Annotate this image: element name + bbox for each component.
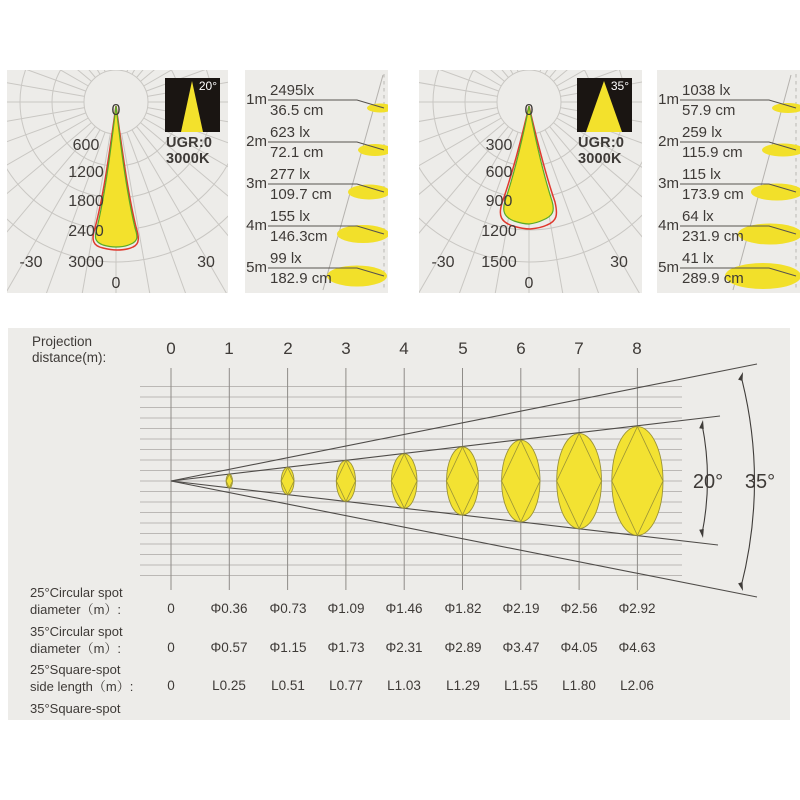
spot-diameter-value: 173.9 cm (682, 186, 744, 203)
distance-tick: 5 (458, 339, 468, 358)
spot-size-value: L1.80 (562, 678, 596, 693)
spot-size-value: Φ2.56 (560, 601, 598, 616)
angle-label-left: -30 (19, 254, 43, 271)
illuminance-value: 41 lx (682, 250, 714, 267)
illuminance-value: 259 lx (682, 124, 723, 141)
distance-tick: 6 (516, 339, 526, 358)
angle-label-right: 30 (610, 254, 628, 271)
beam-angle-outer-label: 35° (744, 471, 776, 493)
distance-tick: 3 (341, 339, 351, 358)
ring-label: 600 (72, 137, 100, 154)
distance-label: 5m (658, 259, 679, 276)
spot-diameter-value: 182.9 cm (270, 270, 332, 287)
spot-size-value: L1.55 (504, 678, 538, 693)
spot-size-value: L1.29 (446, 678, 480, 693)
spot-size-value: 0 (167, 601, 175, 616)
ring-label: 900 (485, 193, 513, 210)
row-label: diameter（m）: (30, 602, 122, 617)
distance-label: 1m (246, 91, 267, 108)
illuminance-value: 2495lx (270, 82, 315, 99)
ugr-cct-label (166, 136, 212, 167)
angle-label-left: -30 (431, 254, 455, 271)
distance-table-35deg (657, 70, 800, 293)
beam-angle-inset (165, 78, 220, 132)
projection-title-line1: Projection (32, 334, 93, 349)
distance-label: 2m (246, 133, 267, 150)
illuminance-value: 1038 lx (682, 82, 731, 99)
projection-cone-graphics (8, 328, 790, 720)
spot-size-value: Φ4.63 (618, 640, 656, 655)
ring-label: 1200 (481, 223, 517, 240)
spot-size-value: L0.51 (271, 678, 305, 693)
distance-label: 4m (658, 217, 679, 234)
spot-size-value: Φ0.36 (210, 601, 248, 616)
spot-diameter-value: 289.9 cm (682, 270, 744, 287)
beam-angle-inner-label: 20° (692, 471, 724, 493)
cct-value: 3000K (578, 150, 622, 167)
spot-size-value: Φ2.89 (444, 640, 482, 655)
spot-diameter-value: 72.1 cm (270, 144, 324, 161)
spot-size-value: L2.06 (620, 678, 654, 693)
spot-size-value: Φ0.57 (210, 640, 248, 655)
illuminance-value: 64 lx (682, 208, 714, 225)
illuminance-value: 623 lx (270, 124, 311, 141)
spot-size-value: Φ2.19 (502, 601, 540, 616)
ring-label: 1800 (68, 193, 104, 210)
ugr-value: UGR:0 (166, 135, 213, 151)
spot-size-value: Φ1.09 (327, 601, 365, 616)
spot-diameter-value: 36.5 cm (270, 102, 324, 119)
polar-center-label: 0 (524, 102, 534, 119)
ugr-cct-label (578, 136, 624, 167)
distance-table-20deg (245, 70, 388, 293)
spot-size-value: 0 (167, 678, 175, 693)
projection-title-line2: distance(m): (32, 350, 107, 365)
angle-label-bottom: 0 (524, 275, 534, 292)
illuminance-value: 99 lx (270, 250, 302, 267)
beam-angle-badge: 20° (198, 79, 217, 93)
distance-tick: 7 (574, 339, 584, 358)
projection-distance-chart (8, 328, 790, 720)
spot-size-value: Φ1.15 (269, 640, 307, 655)
ring-label: 600 (485, 164, 513, 181)
distance-tick: 2 (283, 339, 293, 358)
spot-diameter-value: 146.3cm (270, 228, 328, 245)
spot-size-value: Φ1.46 (385, 601, 423, 616)
distance-tick: 1 (224, 339, 234, 358)
polar-chart-35deg (419, 70, 642, 293)
ring-label: 300 (485, 137, 513, 154)
spot-diameter-value: 57.9 cm (682, 102, 736, 119)
distance-tick: 4 (399, 339, 409, 358)
spot-size-value: Φ0.73 (269, 601, 307, 616)
beam-angle-inset (577, 78, 632, 132)
spot-size-value: 0 (167, 640, 175, 655)
distance-tick: 8 (632, 339, 642, 358)
spot-size-value: Φ1.73 (327, 640, 365, 655)
spot-diameter-value: 115.9 cm (682, 144, 743, 161)
spot-size-value: Φ3.47 (502, 640, 540, 655)
angle-label-bottom: 0 (111, 275, 121, 292)
ugr-value: UGR:0 (578, 135, 625, 151)
polar-chart-20deg (7, 70, 228, 293)
spot-size-value: L0.25 (212, 678, 246, 693)
distance-label: 5m (246, 259, 267, 276)
ring-label: 3000 (68, 254, 104, 271)
distance-label: 3m (246, 175, 267, 192)
spot-size-value: L0.77 (329, 678, 363, 693)
spot-size-value: Φ4.05 (560, 640, 598, 655)
ring-label: 1200 (68, 164, 104, 181)
ring-label: 2400 (68, 223, 104, 240)
distance-label: 1m (658, 91, 679, 108)
row-label: diameter（m）: (30, 641, 122, 656)
row-label: 25°Circular spot (30, 585, 123, 600)
spot-diameter-value: 231.9 cm (682, 228, 744, 245)
spot-size-value: Φ2.92 (618, 601, 656, 616)
row-label: side length（m）: (30, 679, 134, 694)
ring-label: 1500 (481, 254, 517, 271)
polar-center-label: 0 (111, 102, 121, 119)
spot-size-value: Φ2.31 (385, 640, 423, 655)
row-label: 35°Square-spot (30, 701, 121, 716)
cct-value: 3000K (166, 150, 210, 167)
spot-size-value: L1.03 (387, 678, 421, 693)
row-label: 35°Circular spot (30, 624, 123, 639)
illuminance-value: 115 lx (682, 166, 721, 183)
distance-label: 4m (246, 217, 267, 234)
illuminance-value: 277 lx (270, 166, 311, 183)
spot-size-value: Φ1.82 (444, 601, 482, 616)
row-label: 25°Square-spot (30, 662, 121, 677)
illuminance-value: 155 lx (270, 208, 311, 225)
beam-angle-badge: 35° (610, 79, 629, 93)
distance-label: 3m (658, 175, 679, 192)
angle-label-right: 30 (197, 254, 215, 271)
spot-diameter-value: 109.7 cm (270, 186, 332, 203)
distance-tick: 0 (166, 339, 176, 358)
distance-label: 2m (658, 133, 679, 150)
